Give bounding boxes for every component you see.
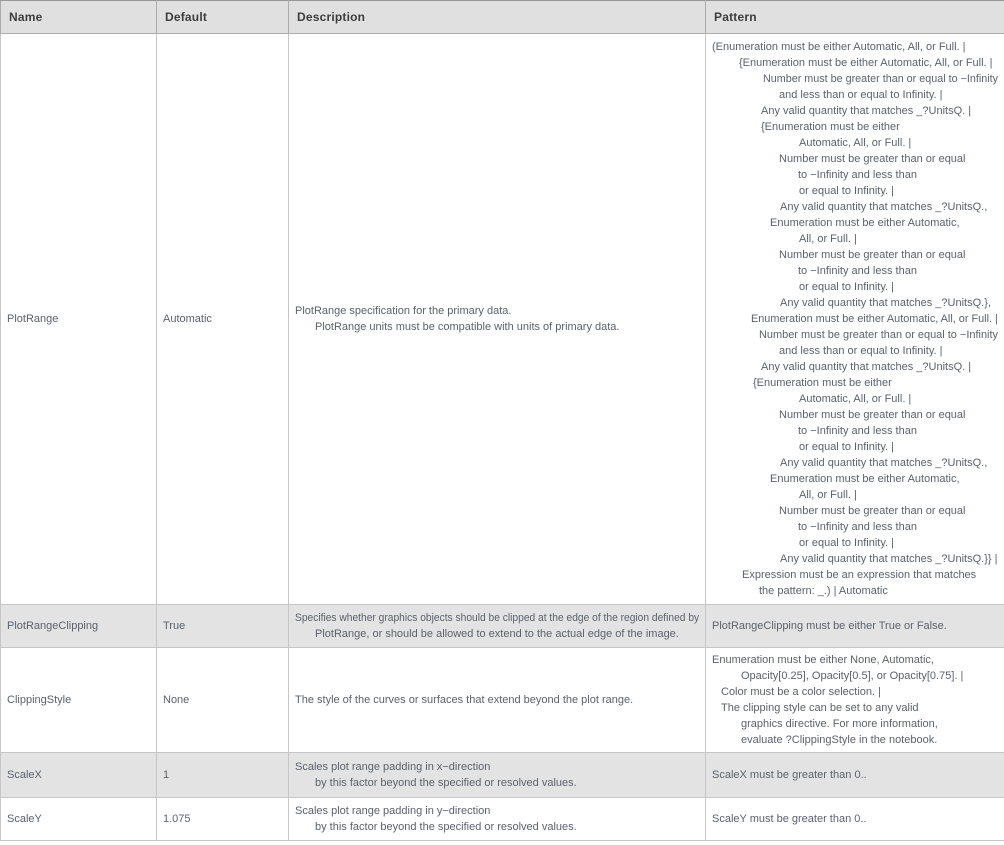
pattern-line-text: Number must be greater than or equal to −Infinity — [763, 73, 998, 85]
pattern-line-text: All, or Full. | — [799, 489, 857, 501]
description-cell — [289, 605, 706, 648]
description-cell — [289, 648, 706, 753]
pattern-line-text: to −Infinity and less than — [798, 265, 917, 277]
default-cell: None — [157, 648, 289, 753]
description-line-text: PlotRange units must be compatible with units of primary data. — [315, 321, 620, 333]
text-line — [712, 684, 998, 700]
text-line — [712, 39, 998, 55]
text-line — [295, 626, 699, 642]
name-cell: ScaleX — [1, 753, 157, 798]
text-line — [712, 668, 998, 684]
pattern-cell — [706, 34, 1004, 605]
text-line — [712, 247, 998, 263]
text-line — [712, 471, 998, 487]
name-cell: PlotRange — [1, 34, 157, 605]
description-line-text: by this factor beyond the specified or resolved values. — [315, 777, 577, 789]
text-line — [712, 151, 998, 167]
text-line — [712, 487, 998, 503]
table-row-plotrangeclipping — [1, 605, 1004, 648]
table-row-scalex — [1, 753, 1004, 798]
description-line-text: Scales plot range padding in x−direction — [295, 761, 491, 773]
text-line — [712, 71, 998, 87]
text-line — [712, 295, 998, 311]
text-line — [712, 231, 998, 247]
pattern-cell — [706, 798, 1004, 841]
description-line-text: PlotRange specification for the primary data. — [295, 305, 512, 317]
text-line — [712, 359, 998, 375]
pattern-line-text: the pattern: _.) | Automatic — [759, 585, 888, 597]
text-line — [712, 618, 998, 634]
text-line — [712, 583, 998, 599]
text-line — [712, 119, 998, 135]
pattern-line-text: and less than or equal to Infinity. | — [779, 89, 943, 101]
text-line — [712, 215, 998, 231]
text-line — [712, 167, 998, 183]
pattern-line-text: {Enumeration must be either — [753, 377, 892, 389]
text-line — [712, 391, 998, 407]
table-row-scaley — [1, 798, 1004, 841]
description-cell — [289, 753, 706, 798]
text-line — [712, 567, 998, 583]
pattern-line-text: ScaleY must be greater than 0.. — [712, 813, 867, 825]
pattern-line-text: All, or Full. | — [799, 233, 857, 245]
pattern-line-text: to −Infinity and less than — [798, 425, 917, 437]
pattern-line-text: Any valid quantity that matches _?UnitsQ., — [780, 201, 988, 213]
text-line — [712, 732, 998, 748]
pattern-line-text: Number must be greater than or equal — [779, 249, 966, 261]
text-line — [712, 135, 998, 151]
text-line — [712, 343, 998, 359]
text-line — [712, 767, 998, 783]
name-cell: ClippingStyle — [1, 648, 157, 753]
pattern-line-text: Number must be greater than or equal — [779, 153, 966, 165]
pattern-line-text: Automatic, All, or Full. | — [799, 393, 912, 405]
pattern-cell — [706, 753, 1004, 798]
text-line — [295, 759, 699, 775]
text-line — [712, 439, 998, 455]
pattern-line-text: Enumeration must be either Automatic, — [770, 473, 960, 485]
pattern-line-text: Enumeration must be either None, Automatic, — [712, 654, 934, 666]
text-line — [712, 455, 998, 471]
pattern-line-text: and less than or equal to Infinity. | — [779, 345, 943, 357]
pattern-line-text: Opacity[0.25], Opacity[0.5], or Opacity[0.75]. | — [741, 670, 964, 682]
pattern-line-text: Any valid quantity that matches _?UnitsQ. | — [761, 361, 972, 373]
pattern-line-text: graphics directive. For more information, — [741, 718, 938, 730]
column-header-default: Default — [157, 1, 289, 34]
text-line — [712, 183, 998, 199]
description-line-text: PlotRange, or should be allowed to extend to the actual edge of the image. — [315, 628, 679, 640]
text-line — [712, 519, 998, 535]
column-header-description: Description — [289, 1, 706, 34]
description-line-text: The style of the curves or surfaces that extend beyond the plot range. — [295, 694, 634, 706]
text-line — [712, 199, 998, 215]
pattern-cell — [706, 605, 1004, 648]
table-row-plotrange — [1, 34, 1004, 605]
pattern-line-text: {Enumeration must be either — [761, 121, 900, 133]
text-line — [712, 279, 998, 295]
text-line — [712, 811, 998, 827]
pattern-line-text: The clipping style can be set to any valid — [721, 702, 919, 714]
text-line — [712, 716, 998, 732]
column-header-name: Name — [1, 1, 157, 34]
pattern-line-text: Any valid quantity that matches _?UnitsQ.}, — [780, 297, 991, 309]
table-header — [1, 1, 1004, 34]
text-line — [712, 407, 998, 423]
pattern-line-text: Any valid quantity that matches _?UnitsQ., — [780, 457, 988, 469]
text-line — [712, 55, 998, 71]
pattern-line-text: PlotRangeClipping must be either True or False. — [712, 620, 947, 632]
pattern-line-text: (Enumeration must be either Automatic, All, or Full. | — [712, 41, 966, 53]
text-line — [712, 327, 998, 343]
text-line — [295, 819, 699, 835]
table-row-clippingstyle — [1, 648, 1004, 753]
pattern-line-text: Automatic, All, or Full. | — [799, 137, 912, 149]
description-line-text: by this factor beyond the specified or resolved values. — [315, 821, 577, 833]
default-cell: True — [157, 605, 289, 648]
pattern-line-text: {Enumeration must be either Automatic, All, or Full. | — [739, 57, 993, 69]
pattern-line-text: or equal to Infinity. | — [799, 537, 894, 549]
default-cell: 1 — [157, 753, 289, 798]
pattern-line-text: to −Infinity and less than — [798, 169, 917, 181]
pattern-line-text: ScaleX must be greater than 0.. — [712, 769, 867, 781]
text-line — [295, 692, 699, 708]
pattern-line-text: Expression must be an expression that matches — [742, 569, 977, 581]
name-cell: PlotRangeClipping — [1, 605, 157, 648]
text-line — [712, 263, 998, 279]
name-cell: ScaleY — [1, 798, 157, 841]
text-line — [295, 610, 699, 626]
text-line — [712, 503, 998, 519]
pattern-line-text: Any valid quantity that matches _?UnitsQ. | — [761, 105, 972, 117]
pattern-line-text: Enumeration must be either Automatic, — [770, 217, 960, 229]
pattern-line-text: or equal to Infinity. | — [799, 281, 894, 293]
description-cell — [289, 798, 706, 841]
pattern-line-text: or equal to Infinity. | — [799, 185, 894, 197]
text-line — [295, 303, 699, 319]
text-line — [712, 87, 998, 103]
text-line — [712, 535, 998, 551]
text-line — [295, 775, 699, 791]
description-cell — [289, 34, 706, 605]
pattern-line-text: Number must be greater than or equal — [779, 409, 966, 421]
pattern-line-text: Color must be a color selection. | — [721, 686, 881, 698]
pattern-line-text: or equal to Infinity. | — [799, 441, 894, 453]
description-line-text: Specifies whether graphics objects should be clipped at the edge of the region defined by — [295, 612, 700, 624]
default-cell: Automatic — [157, 34, 289, 605]
text-line — [712, 375, 998, 391]
column-header-pattern: Pattern — [706, 1, 1004, 34]
table-body — [1, 34, 1004, 841]
pattern-line-text: to −Infinity and less than — [798, 521, 917, 533]
text-line — [712, 423, 998, 439]
pattern-line-text: Number must be greater than or equal — [779, 505, 966, 517]
text-line — [712, 311, 998, 327]
text-line — [712, 700, 998, 716]
text-line — [712, 551, 998, 567]
default-cell: 1.075 — [157, 798, 289, 841]
pattern-line-text: evaluate ?ClippingStyle in the notebook. — [741, 734, 938, 746]
description-line-text: Scales plot range padding in y−direction — [295, 805, 491, 817]
pattern-cell — [706, 648, 1004, 753]
text-line — [295, 319, 699, 335]
text-line — [712, 103, 998, 119]
text-line — [295, 803, 699, 819]
text-line — [712, 652, 998, 668]
pattern-line-text: Number must be greater than or equal to −Infinity — [759, 329, 998, 341]
pattern-line-text: Enumeration must be either Automatic, All, or Full. | — [751, 313, 998, 325]
pattern-line-text: Any valid quantity that matches _?UnitsQ.}} | — [780, 553, 998, 565]
header-row — [1, 1, 1004, 34]
